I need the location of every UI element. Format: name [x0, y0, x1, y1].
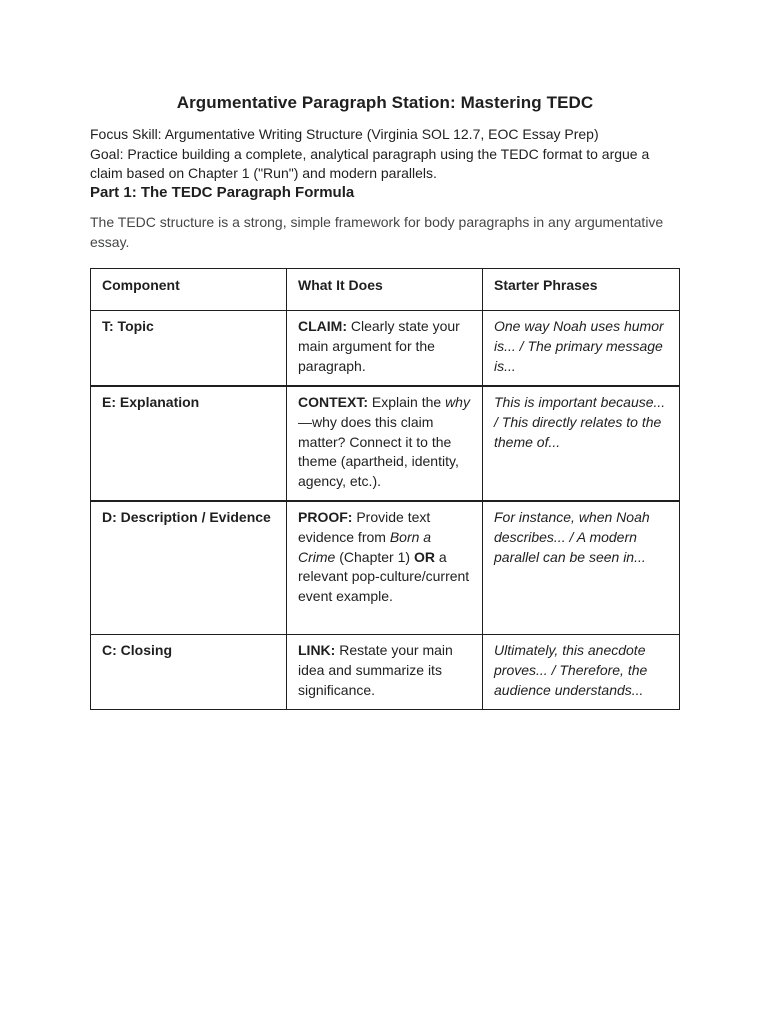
description-text: —why does this claim matter? Connect it to the theme (apartheid, identity, agency, etc.). [298, 413, 459, 490]
description-cell [287, 635, 483, 710]
description-cell [287, 311, 483, 387]
table-row-closing [91, 635, 680, 710]
table-row-explanation [91, 386, 680, 501]
table-row-topic [91, 311, 680, 387]
goal-line: Goal: Practice building a complete, analytical paragraph using the TEDC format to argue a claim based on Chapter 1 ("Run") and modern parallels. [90, 145, 650, 181]
description-emphasis: why [445, 394, 470, 410]
description-lead: PROOF: [298, 509, 353, 525]
description-text: Restate your main idea and summarize its significance. [298, 642, 453, 698]
header-starter-phrases: Starter Phrases [483, 269, 680, 311]
tedc-table [90, 268, 680, 710]
document-title: Argumentative Paragraph Station: Mastering TEDC [176, 93, 594, 112]
description-cell [287, 386, 483, 501]
description-cell [287, 501, 483, 635]
starter-cell: This is important because... / This directly relates to the theme of... [483, 386, 680, 501]
header-component: Component [91, 269, 287, 311]
starter-cell: For instance, when Noah describes... / A modern parallel can be seen in... [483, 501, 680, 635]
document-meta [90, 125, 680, 184]
header-what-it-does: What It Does [287, 269, 483, 311]
component-cell: T: Topic [91, 311, 287, 387]
book-title: Born a Crime [298, 528, 432, 565]
component-cell: C: Closing [91, 635, 287, 710]
description-text: (Chapter 1) [335, 548, 414, 565]
starter-cell: One way Noah uses humor is... / The primary message is... [483, 311, 680, 387]
part1-heading: Part 1: The TEDC Paragraph Formula [90, 184, 355, 201]
description-lead: CONTEXT: [298, 394, 368, 410]
starter-cell: Ultimately, this anecdote proves... / Therefore, the audience understands... [483, 635, 680, 710]
component-cell: E: Explanation [91, 386, 287, 501]
part1-intro: The TEDC structure is a strong, simple framework for body paragraphs in any argumentative essay. [90, 214, 664, 250]
description-text: Clearly state your main argument for the paragraph. [298, 318, 460, 374]
description-or: OR [413, 548, 435, 565]
description-text: Provide text evidence from [298, 509, 431, 545]
description-lead: LINK: [298, 642, 336, 658]
table-row-evidence [91, 501, 680, 635]
description-lead: CLAIM: [298, 318, 347, 334]
focus-skill-line: Focus Skill: Argumentative Writing Structure (Virginia SOL 12.7, EOC Essay Prep) [90, 126, 599, 142]
table-header-row [91, 269, 680, 311]
description-text: Explain the [368, 394, 446, 410]
description-text: a relevant pop-culture/current event example. [298, 548, 470, 605]
component-cell: D: Description / Evidence [91, 501, 287, 635]
